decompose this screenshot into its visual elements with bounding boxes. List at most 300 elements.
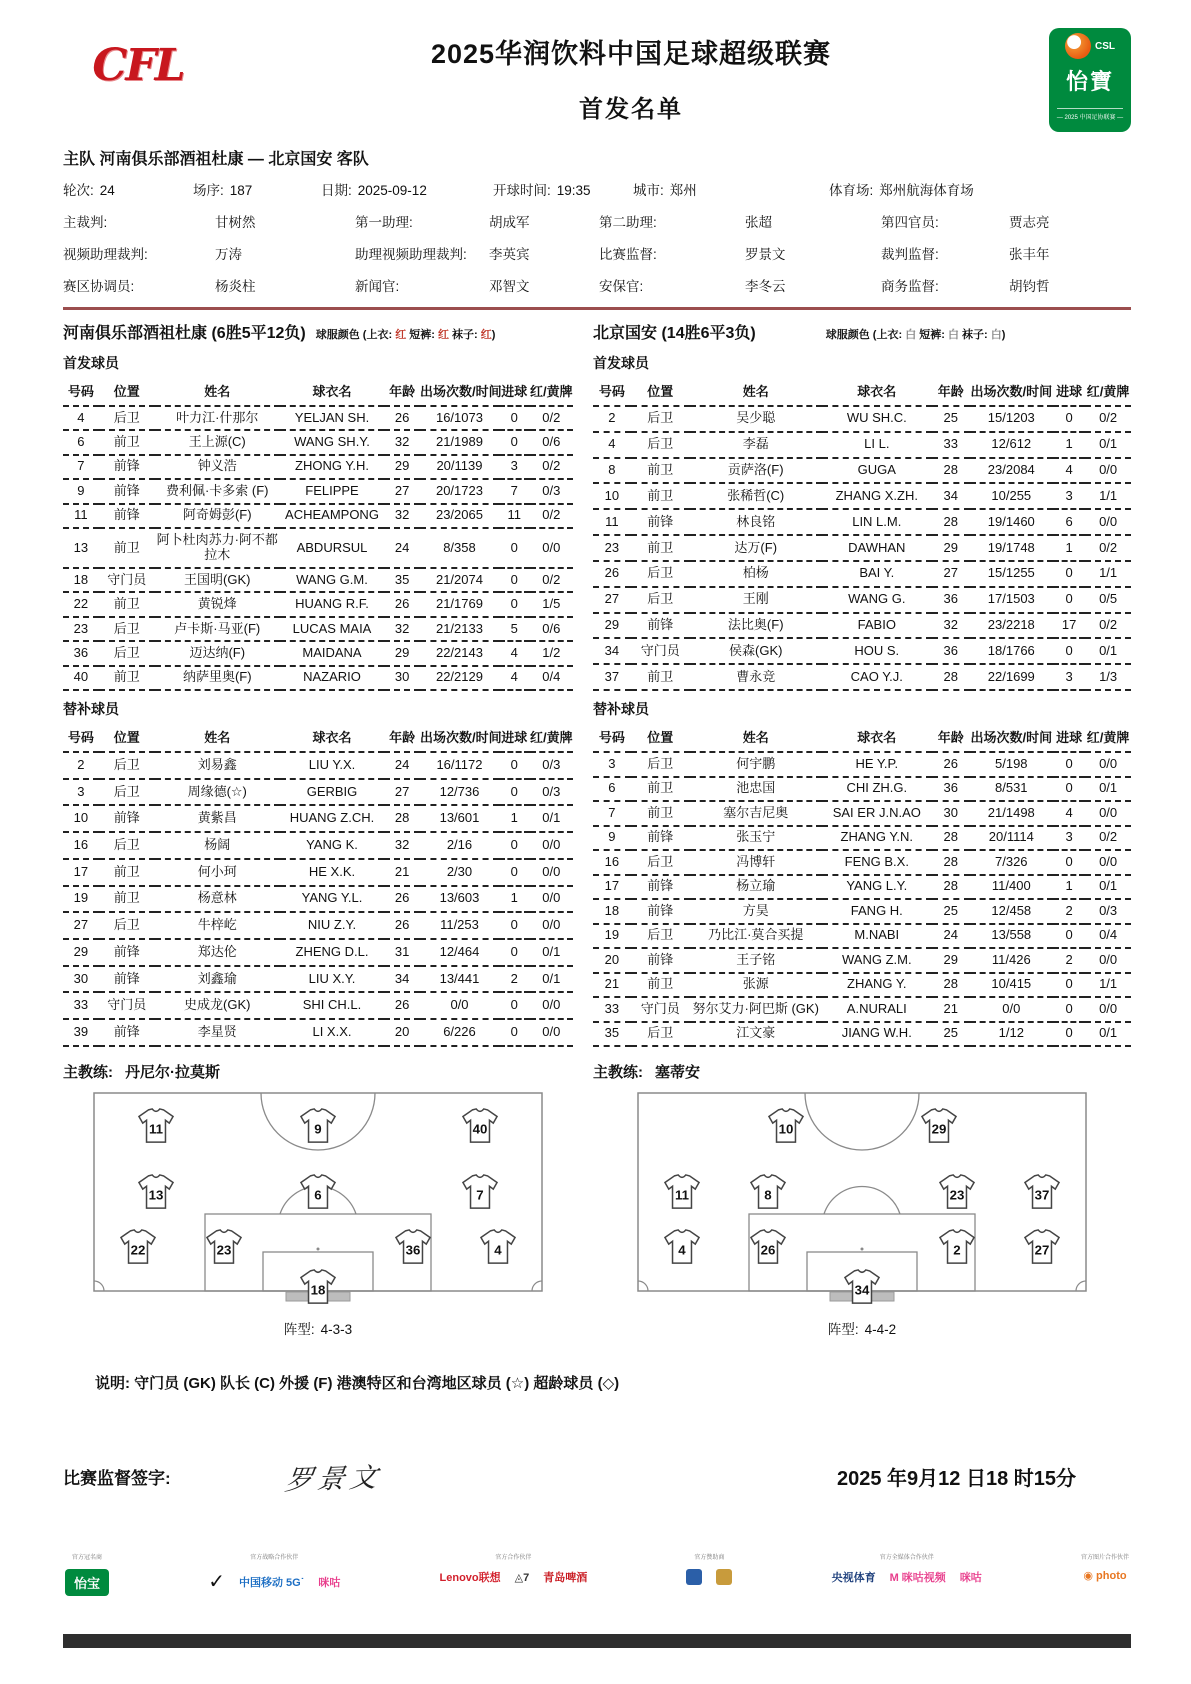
player-apps-minutes: 7/326 — [970, 850, 1053, 875]
signature-row — [63, 1457, 1131, 1496]
player-age: 32 — [932, 613, 970, 639]
player-age: 24 — [384, 528, 420, 568]
sheet-header — [63, 26, 1131, 132]
player-goals: 0 — [499, 528, 530, 568]
player-goals: 0 — [499, 1019, 530, 1046]
player-row — [593, 850, 1131, 875]
column-header: 球衣名 — [822, 379, 932, 406]
player-age: 32 — [384, 504, 420, 528]
player-number: 29 — [593, 613, 631, 639]
jersey-icon — [299, 1174, 337, 1210]
player-jersey-name: ZHONG Y.H. — [280, 455, 385, 479]
player-position: 前卫 — [631, 483, 690, 509]
signature-datetime: 2025 年9月12 日18 时15分 — [836, 1468, 1076, 1490]
player-goals: 3 — [1053, 826, 1085, 851]
player-age: 21 — [384, 859, 420, 886]
svg-text:11: 11 — [148, 1121, 164, 1137]
player-shirt-29 — [920, 1108, 958, 1144]
player-number: 17 — [593, 875, 631, 900]
player-goals: 4 — [1053, 458, 1085, 484]
player-jersey-name: WANG G. — [822, 587, 932, 613]
player-number: 17 — [63, 859, 99, 886]
column-header: 进球 — [1053, 379, 1085, 406]
player-name: 史成龙(GK) — [155, 992, 280, 1019]
player-cards: 0/6 — [530, 430, 573, 454]
sponsor-logos — [440, 1569, 588, 1585]
player-name: 王上源(C) — [155, 430, 280, 454]
player-age: 30 — [932, 801, 970, 826]
player-age: 36 — [932, 587, 970, 613]
player-row — [593, 432, 1131, 458]
legend-note: 说明: 守门员 (GK) 队长 (C) 外援 (F) 港澳特区和台湾地区球员 (☆) 超龄球员 (◇) — [95, 1375, 620, 1392]
player-position: 前锋 — [99, 1019, 155, 1046]
home-subs-label: 替补球员 — [63, 701, 119, 717]
player-row — [63, 455, 573, 479]
player-number: 20 — [593, 948, 631, 973]
info-field — [63, 275, 355, 295]
china-mobile-logo: 中国移动 5G˙ — [238, 1576, 305, 1589]
info-value: 胡成军 — [489, 215, 530, 230]
player-position: 后卫 — [631, 587, 690, 613]
sponsor-gold-logo — [716, 1569, 732, 1585]
player-cards: 0/0 — [530, 886, 573, 913]
player-jersey-name: CHI ZH.G. — [822, 777, 932, 802]
player-name: 王刚 — [690, 587, 822, 613]
info-label: 商务监督: — [881, 279, 939, 294]
player-cards: 1/3 — [1085, 664, 1131, 690]
player-name: 张玉宁 — [690, 826, 822, 851]
player-position: 后卫 — [631, 406, 690, 432]
svg-text:34: 34 — [854, 1282, 870, 1298]
player-number: 26 — [593, 561, 631, 587]
cfl-logo-text: CFL — [92, 40, 184, 91]
player-apps-minutes: 12/612 — [970, 432, 1053, 458]
player-position: 前锋 — [631, 826, 690, 851]
player-jersey-name: BAI Y. — [822, 561, 932, 587]
player-name: 何小珂 — [155, 859, 280, 886]
player-number: 40 — [63, 666, 99, 690]
player-row — [63, 779, 573, 806]
column-header: 年龄 — [932, 379, 970, 406]
column-header: 出场次数/时间 — [970, 379, 1053, 406]
player-position: 前卫 — [631, 801, 690, 826]
player-shirt-4 — [479, 1229, 517, 1265]
info-value: 19:35 — [556, 183, 591, 198]
player-name: 何宇鹏 — [690, 752, 822, 777]
player-position: 前卫 — [99, 430, 155, 454]
info-field — [321, 179, 493, 199]
player-age: 27 — [932, 561, 970, 587]
column-header: 位置 — [631, 725, 690, 752]
player-jersey-name: SHI CH.L. — [280, 992, 385, 1019]
player-goals: 17 — [1053, 613, 1085, 639]
player-row — [593, 587, 1131, 613]
player-name: 乃比江·莫合买提 — [690, 924, 822, 949]
svg-text:9: 9 — [314, 1121, 322, 1137]
sponsor-logos — [65, 1569, 109, 1596]
player-shirt-34 — [843, 1269, 881, 1305]
player-name: 杨阔 — [155, 832, 280, 859]
info-value: 24 — [99, 183, 115, 198]
player-row — [593, 899, 1131, 924]
column-header: 号码 — [63, 725, 99, 752]
player-age: 27 — [384, 479, 420, 503]
player-goals: 0 — [1053, 638, 1085, 664]
title-block — [213, 26, 1049, 124]
jersey-icon — [938, 1174, 976, 1210]
info-field — [829, 179, 974, 199]
sponsor-tier-label: 官方冠名商 — [72, 1555, 103, 1561]
player-shirt-26 — [749, 1229, 787, 1265]
player-name: 黄锐烽 — [155, 592, 280, 616]
player-position: 后卫 — [99, 752, 155, 779]
player-apps-minutes: 23/2084 — [970, 458, 1053, 484]
column-header: 号码 — [593, 379, 631, 406]
player-age: 29 — [384, 455, 420, 479]
sponsor-logos — [208, 1569, 340, 1594]
player-cards: 0/0 — [530, 992, 573, 1019]
player-cards: 0/4 — [530, 666, 573, 690]
player-goals: 0 — [499, 912, 530, 939]
player-goals: 0 — [1053, 850, 1085, 875]
player-position: 前锋 — [99, 455, 155, 479]
player-apps-minutes: 1/12 — [970, 1022, 1053, 1047]
player-number: 2 — [63, 752, 99, 779]
player-jersey-name: FABIO — [822, 613, 932, 639]
player-cards: 1/1 — [1085, 483, 1131, 509]
player-cards: 0/0 — [530, 859, 573, 886]
player-name: 张稀哲(C) — [690, 483, 822, 509]
player-goals: 4 — [499, 666, 530, 690]
player-jersey-name: FELIPPE — [280, 479, 385, 503]
player-name: 柏杨 — [690, 561, 822, 587]
player-age: 31 — [384, 939, 420, 966]
player-row — [593, 752, 1131, 777]
jersey-icon — [767, 1108, 805, 1144]
info-value: 187 — [229, 183, 253, 198]
away-subs-table — [593, 725, 1131, 1047]
player-position: 前卫 — [99, 859, 155, 886]
info-label: 城市: — [633, 183, 664, 198]
player-name: 叶力江·什那尔 — [155, 406, 280, 430]
away-starters-table — [593, 379, 1131, 691]
player-row — [593, 458, 1131, 484]
player-cards: 0/1 — [1085, 432, 1131, 458]
sponsor-tier-label: 官方合作伙伴 — [495, 1555, 532, 1561]
info-label: 体育场: — [829, 183, 874, 198]
player-cards: 0/5 — [1085, 587, 1131, 613]
player-row — [593, 801, 1131, 826]
player-position: 后卫 — [99, 617, 155, 641]
player-apps-minutes: 0/0 — [970, 997, 1053, 1022]
player-age: 26 — [384, 912, 420, 939]
player-number: 23 — [593, 535, 631, 561]
player-jersey-name: WU SH.C. — [822, 406, 932, 432]
player-row — [63, 568, 573, 592]
column-header: 年龄 — [932, 725, 970, 752]
player-age: 28 — [932, 509, 970, 535]
player-cards: 0/2 — [530, 406, 573, 430]
section-divider — [63, 307, 1131, 310]
player-position: 守门员 — [631, 997, 690, 1022]
player-goals: 6 — [1053, 509, 1085, 535]
player-row — [63, 528, 573, 568]
player-goals: 3 — [1053, 483, 1085, 509]
player-apps-minutes: 22/2143 — [420, 641, 499, 665]
match-info-row — [63, 211, 1131, 231]
info-label: 第四官员: — [881, 215, 939, 230]
player-position: 后卫 — [99, 406, 155, 430]
player-age: 27 — [384, 779, 420, 806]
player-goals: 2 — [499, 966, 530, 993]
column-header: 年龄 — [384, 379, 420, 406]
info-field — [63, 179, 193, 199]
info-label: 比赛监督: — [599, 247, 657, 262]
sponsor-group — [440, 1552, 588, 1585]
jersey-icon — [749, 1174, 787, 1210]
player-age: 25 — [932, 899, 970, 924]
player-number: 19 — [593, 924, 631, 949]
player-apps-minutes: 21/1498 — [970, 801, 1053, 826]
player-name: 张源 — [690, 973, 822, 998]
player-shirt-10 — [767, 1108, 805, 1144]
svg-text:40: 40 — [472, 1121, 488, 1137]
info-label: 赛区协调员: — [63, 279, 135, 294]
player-position: 前卫 — [99, 666, 155, 690]
player-number: 33 — [63, 992, 99, 1019]
player-position: 前锋 — [631, 875, 690, 900]
player-apps-minutes: 10/255 — [970, 483, 1053, 509]
info-field — [493, 179, 633, 199]
player-row — [593, 948, 1131, 973]
player-name: 纳萨里奥(F) — [155, 666, 280, 690]
jersey-icon — [299, 1269, 337, 1305]
player-shirt-23 — [938, 1174, 976, 1210]
player-apps-minutes: 13/601 — [420, 805, 499, 832]
svg-text:18: 18 — [310, 1282, 326, 1298]
player-goals: 4 — [1053, 801, 1085, 826]
player-number: 36 — [63, 641, 99, 665]
player-position: 前卫 — [99, 528, 155, 568]
player-goals: 0 — [499, 992, 530, 1019]
info-value: 罗景文 — [745, 247, 786, 262]
player-age: 26 — [384, 406, 420, 430]
player-row — [63, 912, 573, 939]
player-jersey-name: HUANG Z.CH. — [280, 805, 385, 832]
home-subs-table — [63, 725, 573, 1047]
player-name: 黄紫昌 — [155, 805, 280, 832]
player-goals: 1 — [1053, 432, 1085, 458]
player-cards: 0/6 — [530, 617, 573, 641]
info-field — [63, 243, 355, 263]
player-goals: 1 — [499, 886, 530, 913]
player-number: 10 — [63, 805, 99, 832]
player-jersey-name: CAO Y.J. — [822, 664, 932, 690]
player-age: 25 — [932, 1022, 970, 1047]
player-jersey-name: HOU S. — [822, 638, 932, 664]
match-teams-line: 主队 河南俱乐部酒祖杜康 — 北京国安 客队 — [63, 151, 369, 168]
player-apps-minutes: 11/400 — [970, 875, 1053, 900]
player-position: 前锋 — [99, 966, 155, 993]
player-age: 25 — [932, 406, 970, 432]
player-row — [593, 1022, 1131, 1047]
player-age: 29 — [932, 948, 970, 973]
info-field — [599, 243, 881, 263]
player-goals: 0 — [499, 859, 530, 886]
migu-logo: 咪咕 — [318, 1576, 341, 1589]
player-number: 35 — [593, 1022, 631, 1047]
player-row — [63, 504, 573, 528]
jersey-icon — [663, 1229, 701, 1265]
jersey-icon — [479, 1229, 517, 1265]
player-goals: 1 — [1053, 875, 1085, 900]
info-label: 第一助理: — [355, 215, 413, 230]
player-position: 前锋 — [99, 939, 155, 966]
info-label: 主裁判: — [63, 215, 108, 230]
player-cards: 0/0 — [1085, 850, 1131, 875]
info-value: 胡钧哲 — [1009, 279, 1050, 294]
player-position: 守门员 — [99, 992, 155, 1019]
player-apps-minutes: 22/1699 — [970, 664, 1053, 690]
sponsor-group — [208, 1552, 340, 1594]
player-name: 钟义浩 — [155, 455, 280, 479]
player-goals: 1 — [499, 805, 530, 832]
player-apps-minutes: 12/464 — [420, 939, 499, 966]
column-header: 年龄 — [384, 725, 420, 752]
player-age: 33 — [932, 432, 970, 458]
player-age: 29 — [384, 641, 420, 665]
player-number: 27 — [593, 587, 631, 613]
player-jersey-name: ZHANG Y.N. — [822, 826, 932, 851]
player-jersey-name: JIANG W.H. — [822, 1022, 932, 1047]
player-apps-minutes: 21/1769 — [420, 592, 499, 616]
info-field — [881, 275, 1050, 295]
player-row — [63, 832, 573, 859]
player-cards: 0/0 — [530, 832, 573, 859]
info-value: 郑州 — [669, 183, 697, 198]
supervisor-signature: 罗景文 — [282, 1462, 384, 1497]
player-shirt-23 — [205, 1229, 243, 1265]
column-header: 球衣名 — [822, 725, 932, 752]
player-jersey-name: FENG B.X. — [822, 850, 932, 875]
player-jersey-name: LIN L.M. — [822, 509, 932, 535]
player-shirt-27 — [1023, 1229, 1061, 1265]
jersey-icon — [938, 1229, 976, 1265]
match-info-row — [63, 179, 1131, 199]
info-field — [881, 243, 1050, 263]
info-label: 开球时间: — [493, 183, 551, 198]
player-goals: 0 — [1053, 406, 1085, 432]
home-starters-table — [63, 379, 573, 691]
player-position: 后卫 — [631, 752, 690, 777]
away-kit-colors: 球服颜色 (上衣: 白 短裤: 白 袜子: 白) — [825, 329, 1006, 341]
sponsor-tier-label: 官方赞助商 — [694, 1555, 725, 1561]
player-row — [63, 1019, 573, 1046]
sponsor-tier-label: 官方战略合作伙伴 — [250, 1555, 299, 1561]
column-header: 球衣名 — [280, 379, 385, 406]
player-number: 4 — [63, 406, 99, 430]
sponsor-group — [832, 1552, 982, 1585]
jersey-icon — [1023, 1174, 1061, 1210]
player-row — [63, 939, 573, 966]
sponsor-group — [65, 1552, 109, 1596]
column-header: 位置 — [631, 379, 690, 406]
sponsor-logos — [686, 1569, 732, 1585]
player-apps-minutes: 11/426 — [970, 948, 1053, 973]
jersey-icon — [1023, 1229, 1061, 1265]
player-position: 前卫 — [631, 777, 690, 802]
info-label: 场序: — [193, 183, 224, 198]
column-header: 号码 — [63, 379, 99, 406]
player-number: 6 — [593, 777, 631, 802]
column-header: 姓名 — [155, 379, 280, 406]
player-goals: 0 — [1053, 924, 1085, 949]
player-jersey-name: HE Y.P. — [822, 752, 932, 777]
tv-logo: ◬7 — [514, 1571, 530, 1584]
player-number: 2 — [593, 406, 631, 432]
player-cards: 0/0 — [530, 528, 573, 568]
player-shirt-9 — [299, 1108, 337, 1144]
away-coach: 主教练: 塞蒂安 — [593, 1064, 701, 1081]
player-shirt-13 — [137, 1174, 175, 1210]
player-age: 29 — [932, 535, 970, 561]
player-apps-minutes: 20/1723 — [420, 479, 499, 503]
player-name: 李星贤 — [155, 1019, 280, 1046]
player-goals: 0 — [1053, 973, 1085, 998]
svg-text:2: 2 — [952, 1242, 961, 1258]
nike-swoosh-icon: ✓ — [208, 1571, 225, 1593]
player-apps-minutes: 17/1503 — [970, 587, 1053, 613]
player-age: 26 — [384, 886, 420, 913]
player-goals: 0 — [1053, 587, 1085, 613]
player-position: 后卫 — [99, 832, 155, 859]
player-goals: 0 — [1053, 997, 1085, 1022]
player-jersey-name: LIU X.Y. — [280, 966, 385, 993]
player-cards: 0/0 — [1085, 997, 1131, 1022]
player-number: 16 — [63, 832, 99, 859]
svg-text:10: 10 — [778, 1121, 793, 1137]
player-apps-minutes: 22/2129 — [420, 666, 499, 690]
player-number: 37 — [593, 664, 631, 690]
player-position: 前锋 — [631, 899, 690, 924]
player-apps-minutes: 21/2074 — [420, 568, 499, 592]
player-number: 4 — [593, 432, 631, 458]
player-jersey-name: NAZARIO — [280, 666, 385, 690]
jersey-icon — [749, 1229, 787, 1265]
player-age: 32 — [384, 832, 420, 859]
player-goals: 4 — [499, 641, 530, 665]
team-columns — [63, 320, 1131, 1338]
player-age: 26 — [384, 592, 420, 616]
player-number: 10 — [593, 483, 631, 509]
player-position: 后卫 — [631, 850, 690, 875]
player-age: 28 — [932, 458, 970, 484]
column-header: 红/黄牌 — [1085, 725, 1131, 752]
player-position: 前卫 — [99, 886, 155, 913]
yibao-logo: 怡宝 — [65, 1569, 109, 1596]
player-goals: 2 — [1053, 899, 1085, 924]
sponsor-group — [686, 1552, 732, 1585]
home-kit-colors: 球服颜色 (上衣: 红 短裤: 红 袜子: 红) — [315, 329, 496, 341]
player-jersey-name: NIU Z.Y. — [280, 912, 385, 939]
player-age: 26 — [932, 752, 970, 777]
table-header-row — [593, 379, 1131, 406]
column-header: 姓名 — [690, 379, 822, 406]
player-name: 贡萨洛(F) — [690, 458, 822, 484]
column-header: 号码 — [593, 725, 631, 752]
player-cards: 0/0 — [1085, 801, 1131, 826]
player-row — [63, 992, 573, 1019]
